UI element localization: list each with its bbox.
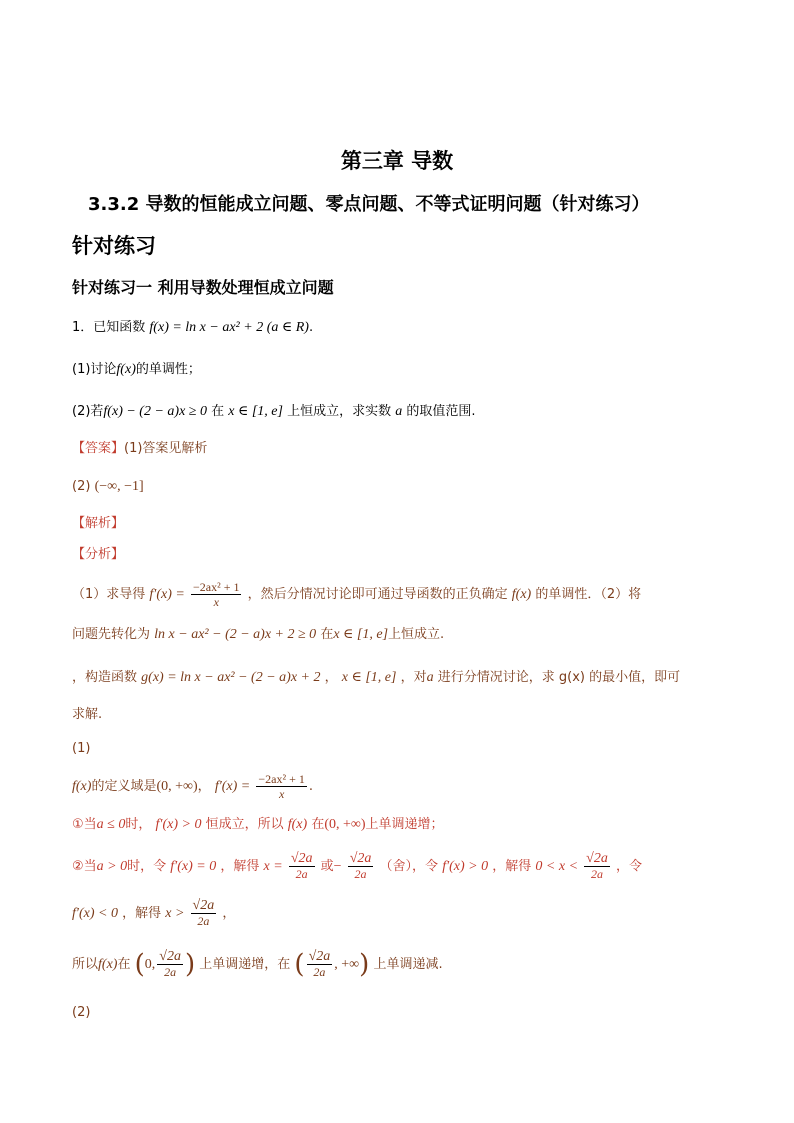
chapter-title: 第三章 导数 [340, 149, 454, 173]
analysis-line-3: ，构造函数 g(x) = ln x − ax² − (2 − a)x + 2 ， x ∈ [1, e] ，对a 进行分情况讨论，求 g(x) 的最小值，即可 [72, 670, 681, 685]
solution-conclusion: 所以f(x)在 (0, $\frac{√2a}{2a}$ ) 上单调递增，在 ( $\frac{√2a}{2a}$ , +∞) 上单调递减. [72, 949, 443, 980]
question-2: (2)若f(x) − (2 − a)x ≥ 0 在 x ∈ [1, e] 上恒成立，求实数 a 的取值范围. [72, 404, 476, 419]
answer-label: 【答案】 [72, 441, 125, 456]
section-title: 3.3.2 导数的恒能成立问题、零点问题、不等式证明问题（针对练习） [88, 194, 650, 215]
root-fraction-5: $\frac{√2a}{2a}$ [159, 949, 181, 979]
analysis-line-4: 求解. [72, 707, 103, 722]
root-fraction-1: $\frac{√2a}{2a}$ [290, 851, 313, 881]
solution-case-2-cont: f′(x) < 0 ，解得 x > $\frac{√2a}{2a}$ ， [72, 898, 236, 928]
analysis-label: 【解析】 [72, 516, 125, 531]
answer-line-2: (2) (−∞, −1] [72, 479, 144, 494]
root-fraction-4: $\frac{√2a}{2a}$ [192, 898, 215, 928]
problem-statement: 1．已知函数 f(x) = ln x − ax² + 2 (a ∈ R). [72, 320, 314, 335]
function-definition: f(x) = ln x − ax² + 2 (a ∈ R) [149, 320, 309, 335]
answer-line-1: 【答案】(1)答案见解析 [72, 441, 208, 456]
derivative-fraction-2: $\frac{\text{−2ax² + 1}}{x}$ [258, 772, 305, 801]
solution-part-1-label: (1) [72, 741, 91, 756]
solution-domain-line: f(x)的定义域是(0, +∞)， f′(x) = $\frac{\text{−2ax² + 1}}{x}$ . [72, 772, 313, 801]
root-fraction-6: $\frac{√2a}{2a}$ [308, 949, 331, 979]
root-fraction-2: $\frac{√2a}{2a}$ [349, 851, 372, 881]
analysis-line-2: 问题先转化为 ln x − ax² − (2 − a)x + 2 ≥ 0 在x ∈ [1, e]上恒成立. [72, 627, 445, 642]
analysis-sub-label: 【分析】 [72, 547, 125, 562]
solution-case-2: ②当a > 0时，令 f′(x) = 0 ，解得 x = $\frac{√2a}{2a}$ 或− $\frac{√2a}{2a}$ （舍），令 f′(x) > 0 ，解得 0 < x < $\frac{√2a}{2a}$ ，令 [72, 851, 643, 881]
solution-part-2-label: (2) [72, 1005, 91, 1020]
root-fraction-3: $\frac{√2a}{2a}$ [586, 851, 608, 881]
derivative-fraction: $\frac{\text{−2ax² + 1}}{x}$ [193, 580, 240, 609]
heading-practice: 针对练习 [72, 234, 156, 258]
analysis-line-1: （1）求导得 f′(x) = $\frac{\text{−2ax² + 1}}{x}$ ，然后分情况讨论即可通过导函数的正负确定 f(x) 的单调性．（2）将 [72, 580, 642, 609]
question-1: (1)讨论f(x)的单调性； [72, 362, 201, 377]
solution-case-1: ①当a ≤ 0时， f′(x) > 0 恒成立，所以 f(x) 在(0, +∞)上单调递增； [72, 817, 444, 832]
heading-practice-one: 针对练习一 利用导数处理恒成立问题 [72, 278, 334, 297]
